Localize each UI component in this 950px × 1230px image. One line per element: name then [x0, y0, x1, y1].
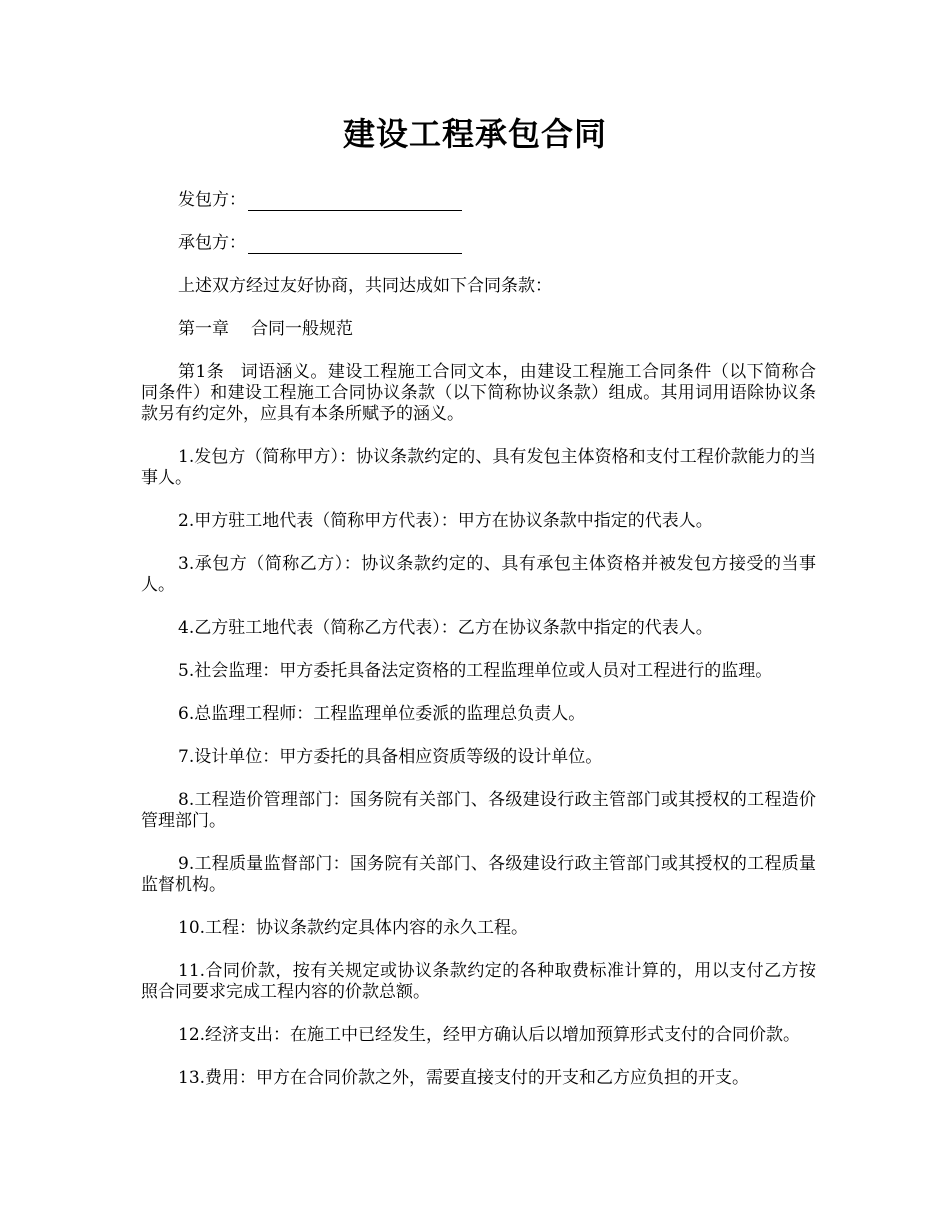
contractor-label: 承包方：: [178, 233, 246, 253]
definition-item: 13.费用：甲方在合同价款之外，需要直接支付的开支和乙方应负担的开支。: [178, 1068, 750, 1088]
party-line-employer: [141, 190, 816, 211]
chapter-heading: [141, 319, 816, 340]
definition-item: 3.承包方（简称乙方）：协议条款约定的、具有承包主体资格并被发包方接受的当事人。: [141, 554, 816, 595]
definition-item: 1.发包方（简称甲方）：协议条款约定的、具有发包主体资格和支付工程价款能力的当事人。: [141, 447, 816, 488]
article-1-paragraph: [141, 362, 816, 425]
article-1-text: 词语涵义。建设工程施工合同文本，由建设工程施工合同条件（以下简称合同条件）和建设工程施工合同协议条款（以下简称协议条款）组成。其用词用语除协议条款另有约定外，应具有本条所赋予的涵义。: [141, 362, 816, 424]
definition-item: 8.工程造价管理部门：国务院有关部门、各级建设行政主管部门或其授权的工程造价管理部门。: [141, 790, 816, 831]
definition-item: 5.社会监理：甲方委托具备法定资格的工程监理单位或人员对工程进行的监理。: [178, 661, 773, 681]
definition-item: 12.经济支出：在施工中已经发生，经甲方确认后以增加预算形式支付的合同价款。: [178, 1025, 801, 1045]
chapter-name: 合同一般规范: [251, 319, 353, 339]
employer-label: 发包方：: [178, 190, 246, 210]
definition-item: 6.总监理工程师：工程监理单位委派的监理总负责人。: [178, 704, 586, 724]
document-body: [141, 190, 816, 1111]
intro-paragraph: 上述双方经过友好协商，共同达成如下合同条款：: [178, 276, 552, 296]
definition-item: 10.工程：协议条款约定具体内容的永久工程。: [178, 918, 529, 938]
definition-item: 11.合同价款，按有关规定或协议条款约定的各种取费标准计算的，用以支付乙方按照合同要求完成工程内容的价款总额。: [141, 961, 816, 1002]
definition-item: 9.工程质量监督部门：国务院有关部门、各级建设行政主管部门或其授权的工程质量监督机构。: [141, 854, 816, 895]
employer-blank-field: [248, 193, 462, 211]
document-title: 建设工程承包合同: [342, 115, 607, 153]
party-line-contractor: [141, 233, 816, 254]
definition-item: 2.甲方驻工地代表（简称甲方代表）：甲方在协议条款中指定的代表人。: [178, 511, 713, 531]
chapter-number: 第一章: [178, 319, 229, 339]
contractor-blank-field: [248, 236, 462, 254]
definition-item: 4.乙方驻工地代表（简称乙方代表）：乙方在协议条款中指定的代表人。: [178, 618, 713, 638]
definition-item: 7.设计单位：甲方委托的具备相应资质等级的设计单位。: [178, 747, 603, 767]
article-1-number: 第1条: [178, 362, 225, 382]
